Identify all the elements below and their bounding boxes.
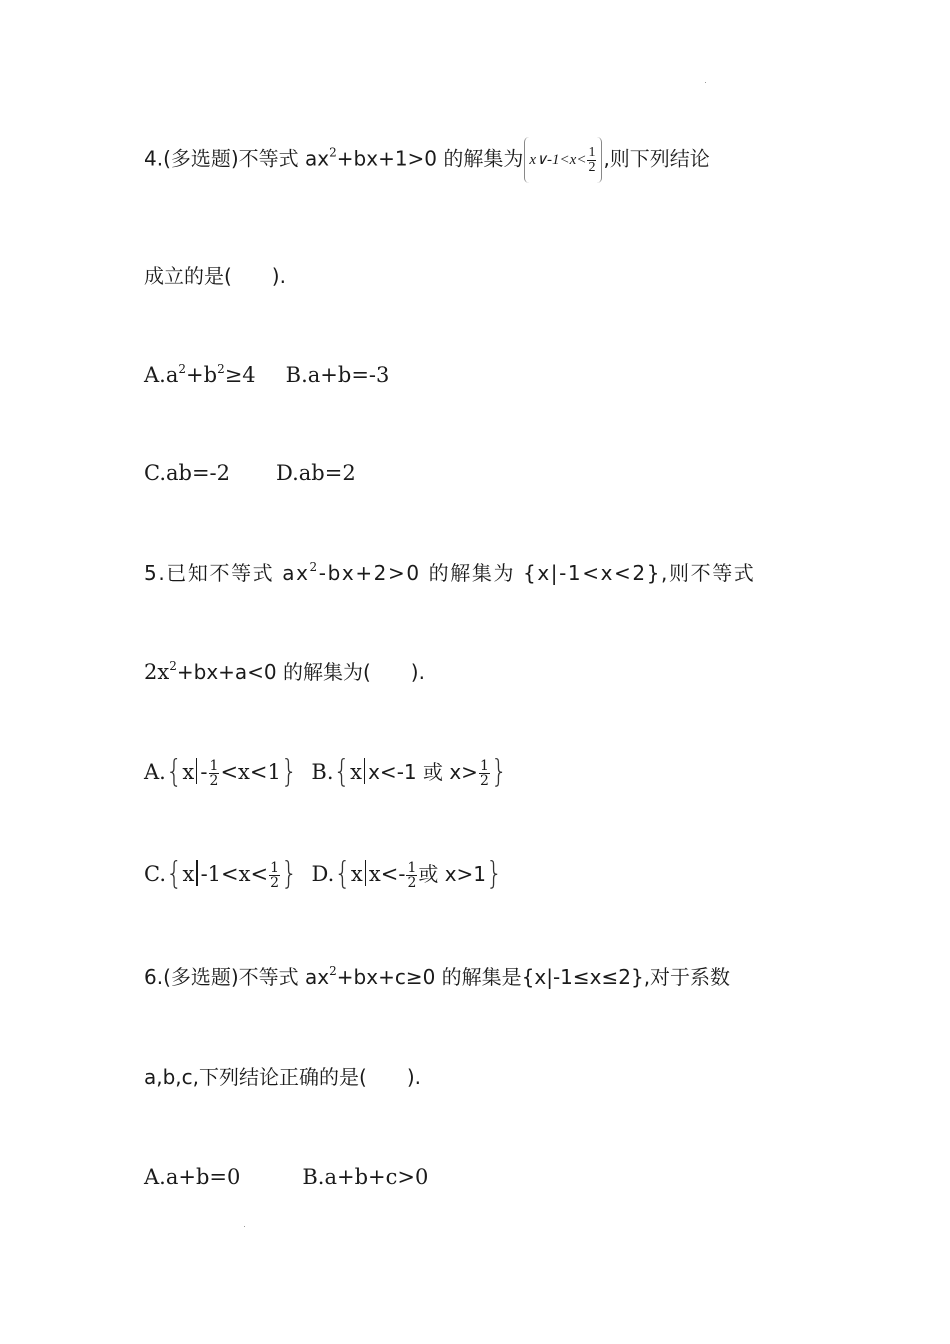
q5-options-cd bbox=[144, 856, 503, 892]
q4-option-b[interactable]: B.a+b=-3 bbox=[285, 363, 390, 387]
q6-options-ab bbox=[144, 1162, 428, 1192]
q5-option-c[interactable]: C.{x -1<x< $\frac{1}{2}$ } bbox=[144, 856, 298, 892]
q4-option-a[interactable]: $A.a^2+b^2\ge 4$ bbox=[144, 362, 256, 387]
q5-option-d[interactable]: D.{x x<- $\frac{1}{2}$ 或 x>1} bbox=[311, 856, 503, 892]
q4-solution-set: x∨-1<x< $\frac{1}{2}$ bbox=[524, 137, 602, 183]
q6-option-a[interactable]: A.a+b=0 bbox=[144, 1165, 241, 1189]
q4-options-ab bbox=[144, 360, 389, 390]
q4-option-d[interactable]: D.ab=2 bbox=[276, 461, 356, 485]
q5-stem-line2: $2x^2+bx+a<0$ 的解集为( ). bbox=[144, 659, 425, 684]
q4-stem-line2: 成立的是( ). bbox=[144, 264, 286, 288]
fraction: $\frac{1}{2}$ bbox=[479, 758, 489, 789]
q4-stem-line1: 4.(多选题)不等式 $ax^2+bx+1>0$ 的解集为 x∨-1<x< $\frac{1}{2}$ ,则下列结论 bbox=[144, 137, 710, 183]
q5-options-ab bbox=[144, 754, 508, 790]
scan-speck bbox=[244, 1226, 245, 1227]
fraction: $\frac{1}{2}$ bbox=[588, 145, 596, 176]
q5-option-a[interactable]: A.{x - $\frac{1}{2}$ <x<1} bbox=[144, 754, 298, 790]
q6-option-b[interactable]: B.a+b+c>0 bbox=[302, 1165, 429, 1189]
scan-speck bbox=[705, 82, 706, 83]
q4-option-c[interactable]: C.ab=-2 bbox=[144, 461, 231, 485]
q6-stem-line1: 6.(多选题)不等式 $ax^2+bx+c\ge 0$ 的解集是{x|-1≤x≤2},对于系数 bbox=[144, 964, 731, 989]
fraction: $\frac{1}{2}$ bbox=[407, 860, 417, 891]
q5-stem-line1: 5.已知不等式 $ax^2-bx+2>0$ 的解集为 {x|-1<x<2},则不等式 bbox=[144, 560, 756, 585]
fraction: $\frac{1}{2}$ bbox=[270, 860, 279, 891]
q5-option-b[interactable]: B.{x x<-1 或 x> $\frac{1}{2}$ } bbox=[311, 754, 508, 790]
q4-options-cd bbox=[144, 458, 356, 488]
q6-stem-line2: a,b,c,下列结论正确的是( ). bbox=[144, 1065, 421, 1089]
fraction: $\frac{1}{2}$ bbox=[209, 758, 219, 789]
